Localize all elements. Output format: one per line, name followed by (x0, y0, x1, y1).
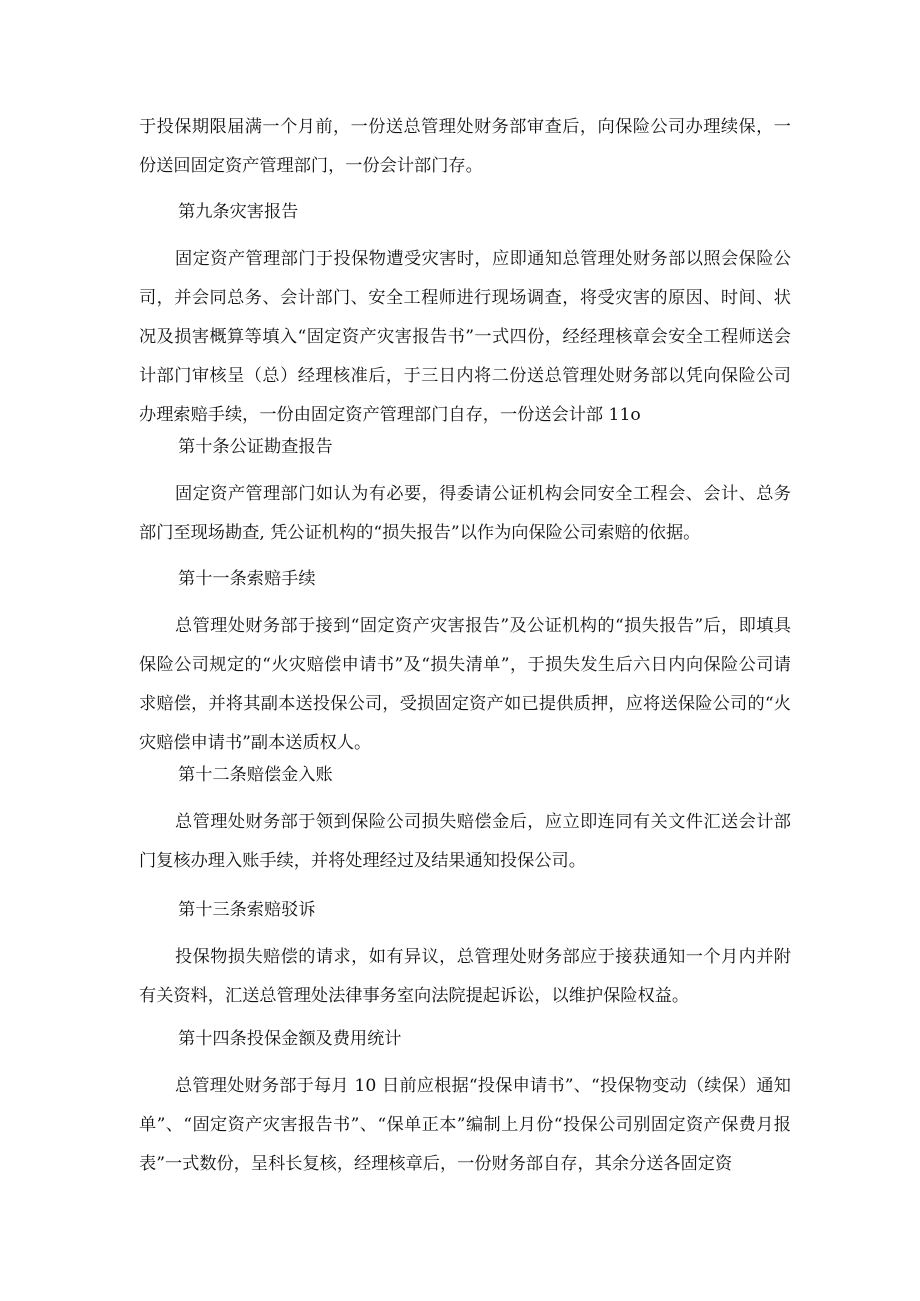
article-11-body: 总管理处财务部于接到“固定资产灾害报告”及公证机构的“损失报告”后，即填具保险公司规定的“火灾赔偿申请书”及“损失清单”，于损失发生后六日内向保险公司请求赔偿，并将其副本送投保公司，受损固定资产如已提供质押，应将送保险公司的“火灾赔偿申请书”副本送质权人。 (139, 616, 791, 753)
article-13-heading: 第十三条索赔驳诉 (178, 900, 316, 920)
article-14-body: 总管理处财务部于每月 10 日前应根据“投保申请书”、“投保物变动（续保）通知单”、“固定资产灾害报告书”、“保单正本”编制上月份“投保公司别固定资产保费月报表”一式数份，呈科长复核，经理核章后，一份财务部自存，其余分送各固定资 (139, 1076, 791, 1174)
article-10-body: 固定资产管理部门如认为有必要，得委请公证机构会同安全工程会、会计、总务部门至现场勘查, 凭公证机构的“损失报告”以作为向保险公司索赔的依据。 (139, 484, 791, 543)
article-11-heading: 第十一条索赔手续 (178, 569, 316, 589)
article-13-body: 投保物损失赔偿的请求，如有异议，总管理处财务部应于接获通知一个月内并附有关资料，汇送总管理处法律事务室向法院提起诉讼，以维护保险权益。 (139, 947, 791, 1006)
article-14-heading: 第十四条投保金额及费用统计 (178, 1029, 402, 1049)
article-12-body: 总管理处财务部于领到保险公司损失赔偿金后，应立即连同有关文件汇送会计部门复核办理入账手续，并将处理经过及结果通知投保公司。 (139, 812, 791, 871)
article-9-body: 固定资产管理部门于投保物遭受灾害时，应即通知总管理处财务部以照会保险公司，并会同总务、会计部门、安全工程师进行现场调查，将受灾害的原因、时间、状况及损害概算等填入“固定资产灾害报告书”一式四份，经经理核章会安全工程师送会计部门审核呈（总）经理核准后，于三日内将二份送总管理处财务部以凭向保险公司办理索赔手续，一份由固定资产管理部门自存，一份送会计部 11o (139, 249, 791, 425)
article-9-heading: 第九条灾害报告 (178, 202, 299, 222)
article-12-heading: 第十二条赔偿金入账 (178, 765, 333, 785)
paragraph-continuation: 于投保期限届满一个月前，一份送总管理处财务部审查后，向保险公司办理续保，一份送回固定资产管理部门，一份会计部门存。 (139, 117, 791, 176)
article-10-heading: 第十条公证勘查报告 (178, 437, 333, 457)
